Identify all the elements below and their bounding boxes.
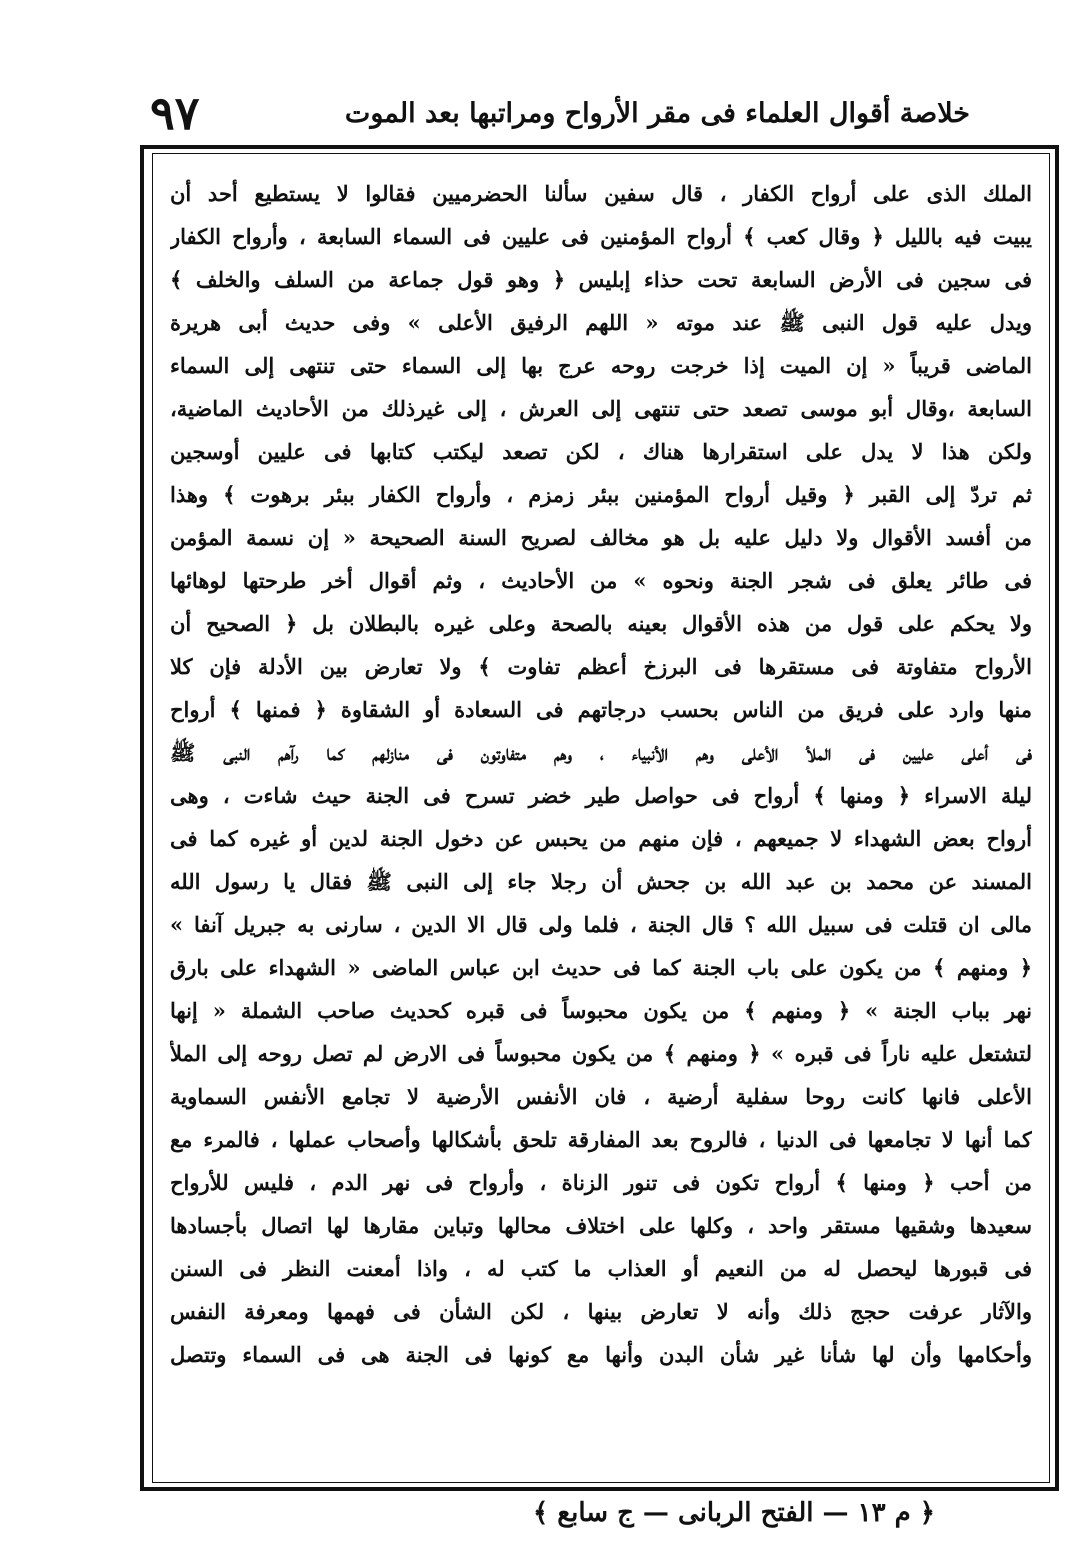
text-line: سعيدها وشقيها مستقر واحد ، وكلها على اختلاف محالها وتباين مقارها لها اتصال بأجسادها [170, 1213, 1032, 1238]
text-line: فى أعلى عليين فى الملأ الأعلى وهم الأنبياء ، وهم متفاوتون فى منازلهم كما رآهم النبى ﷺ [170, 740, 1032, 765]
text-line: ولا يحكم على قول من هذه الأقوال بعينه بالصحة وعلى غيره بالبطلان بل ﴿ الصحيح أن [170, 611, 1032, 636]
text-line: كما أنها لا تجامعها فى الدنيا ، فالروح بعد المفارقة تلحق بأشكالها وأصحاب عملها ، فالمرء مع [170, 1127, 1032, 1152]
text-line: منها وارد على فريق من الناس بحسب درجاتهم فى السعادة أو الشقاوة ﴿ فمنها ﴾ أرواح [170, 697, 1032, 722]
text-line: مالى ان قتلت فى سبيل الله ؟ قال الجنة ، فلما ولى قال الا الدين ، سارنى به جبريل آنفا » [170, 912, 1032, 937]
text-line: والآثار عرفت حجج ذلك وأنه لا تعارض بينها ، لكن الشأن فى فهمها ومعرفة النفس [170, 1299, 1032, 1324]
text-line: ولكن هذا لا يدل على استقرارها هناك ، لكن تصعد ليكتب كتابها فى عليين أوسجين [170, 439, 1032, 464]
text-line: السابعة ،وقال أبو موسى تصعد حتى تنتهى إلى العرش ، إلى غيرذلك من الأحاديث الماضية، [170, 396, 1032, 421]
page-header [150, 86, 970, 148]
text-line: الأرواح متفاوتة فى مستقرها فى البرزخ أعظم تفاوت ﴾ ولا تعارض بين الأدلة فإن كلا [170, 654, 1032, 679]
text-line: ﴿ ومنهم ﴾ من يكون على باب الجنة كما فى حديث ابن عباس الماضى « الشهداء على بارق [170, 955, 1032, 980]
text-line: من أفسد الأقوال ولا دليل عليه بل هو مخالف لصريح السنة الصحيحة « إن نسمة المؤمن [170, 525, 1032, 550]
text-line: فى طائر يعلق فى شجر الجنة ونحوه » من الأحاديث ، وثم أقوال أخر طرحتها لوهائها [170, 568, 1032, 593]
running-title: خلاصة أقوال العلماء فى مقر الأرواح ومراتبها بعد الموت [344, 98, 970, 129]
text-line: ويدل عليه قول النبى ﷺ عند موته « اللهم الرفيق الأعلى » وفى حديث أبى هريرة [170, 310, 1032, 335]
text-line: الملك الذى على أرواح الكفار ، قال سفين سألنا الحضرميين فقالوا لا يستطيع أحد أن [170, 181, 1032, 206]
page-number: ٩٧ [150, 86, 200, 140]
text-line: المسند عن محمد بن عبد الله بن جحش أن رجلا جاء إلى النبى ﷺ فقال يا رسول الله [170, 869, 1032, 894]
text-line: من أحب ﴿ ومنها ﴾ أرواح تكون فى تنور الزناة ، وأرواح فى نهر الدم ، فليس للأرواح [170, 1170, 1032, 1195]
signature-mark: ﴿ م ١٣ — الفتح الربانى — ج سابع ﴾ [532, 1498, 935, 1528]
text-line: لتشتعل عليه ناراً فى قبره » ﴿ ومنهم ﴾ من يكون محبوساً فى الارض لم تصل روحه إلى الملأ [170, 1041, 1032, 1066]
text-line: نهر بباب الجنة » ﴿ ومنهم ﴾ من يكون محبوساً فى قبره كحديث صاحب الشملة « إنها [170, 998, 1032, 1023]
text-line: أرواح بعض الشهداء لا جميعهم ، فإن منهم من يحبس عن دخول الجنة لدين أو غيره كما فى [170, 826, 1032, 851]
text-line: فى قبورها ليحصل له من النعيم أو العذاب ما كتب له ، واذا أمعنت النظر فى السنن [170, 1256, 1032, 1281]
text-line: ليلة الاسراء ﴿ ومنها ﴾ أرواح فى حواصل طير خضر تسرح فى الجنة حيث شاءت ، وهى [170, 783, 1032, 808]
text-line: فى سجين فى الأرض السابعة تحت حذاء إبليس ﴿ وهو قول جماعة من السلف والخلف ﴾ [170, 267, 1032, 292]
body-text [170, 172, 1032, 1376]
text-line: يبيت فيه بالليل ﴿ وقال كعب ﴾ أرواح المؤمنين فى عليين فى السماء السابعة ، وأرواح الكفار [170, 224, 1032, 249]
text-line: الأعلى فانها كانت روحا سفلية أرضية ، فان الأنفس الأرضية لا تجامع الأنفس السماوية [170, 1084, 1032, 1109]
text-line: الماضى قريباً « إن الميت إذا خرجت روحه عرج بها إلى السماء حتى تنتهى إلى السماء [170, 353, 1032, 378]
text-line: وأحكامها وأن لها شأنا غير شأن البدن وأنها مع كونها فى الجنة هى فى السماء وتتصل [170, 1342, 1032, 1367]
text-line: ثم تردّ إلى القبر ﴿ وقيل أرواح المؤمنين ببئر زمزم ، وأرواح الكفار ببئر برهوت ﴾ وهذا [170, 482, 1032, 507]
